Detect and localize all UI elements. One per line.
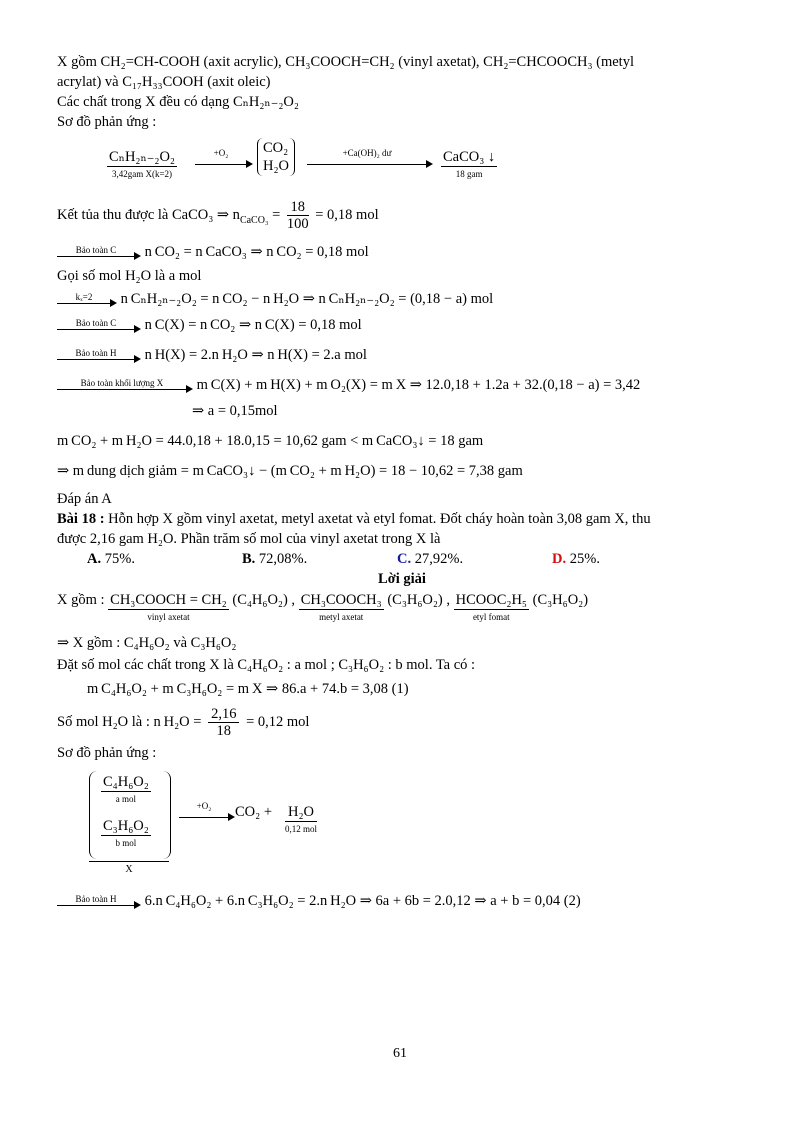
question-18: Bài 18 : Hỗn hợp X gồm vinyl axetat, metyl axetat và etyl fomat. Đốt cháy hoàn toàn 3,08 gam X, thu (57, 510, 651, 527)
document-page (57, 52, 747, 911)
line-hydrogen-conservation-2: Bảo toàn H 6.n C₄H₆O₂ + 6.n C₃H₆O₂ = 2.n H₂O ⇒ 6a + 6b = 2.0,12 ⇒ a + b = 0,04 (2) (57, 891, 747, 911)
line-solution-mass-decrease: ⇒ m dung dịch giảm = m CaCO₃↓ − (m CO₂ + m H₂O) = 18 − 10,62 = 7,38 gam (57, 462, 523, 479)
option-c: C. 27,92%. (397, 550, 464, 567)
line-x-composition: X gồm : CH₃COOCH = CH₂ vinyl axetat (C₄H₆O₂) , CH₃COOCH₃ metyl axetat (C₃H₆O₂) , HCOOC₂H₅ etyl fomat (C₃H₆O₂) (57, 591, 589, 622)
scheme2-c4h6o2: C₄H₆O₂ a mol (103, 773, 149, 804)
line-h2o-moles: Số mol H₂O là : n H₂O = $\frac{2,16}{18}$ = 0,12 mol (57, 706, 310, 740)
equation-1: m C₄H₆O₂ + m C₃H₆O₂ = m X ⇒ 86.a + 74.b = 3,08 (1) (87, 680, 409, 697)
scheme2-c3h6o2: C₃H₆O₂ b mol (103, 817, 149, 848)
reaction-scheme-2 (89, 769, 747, 879)
line-mass-compare: m CO₂ + m H₂O = 44.0,18 + 18.0,15 = 10,62 gam < m CaCO₃↓ = 18 gam (57, 432, 484, 449)
page-number: 61 (393, 1046, 407, 1061)
reaction-scheme-1 (107, 138, 747, 190)
option-d: D. 25%. (552, 550, 600, 567)
line-x-reduced: ⇒ X gồm : C₄H₆O₂ và C₃H₆O₂ (57, 634, 237, 651)
para-scheme-label: Sơ đồ phản ứng : (57, 114, 157, 130)
question-18-cont: được 2,16 gam H₂O. Phần trăm số mol của vinyl axetat trong X là (57, 530, 441, 547)
arrow-bao-toan-c-2: Bảo toàn C (57, 315, 135, 330)
line-scheme-label-2: Sơ đồ phản ứng : (57, 744, 157, 761)
scheme1-reactant: CₙH₂ₙ₋₂O₂ 3,42gam X(k=2) (109, 149, 175, 179)
arrow-bao-toan-h-2: Bảo toàn H (57, 891, 135, 906)
line-set-moles: Đặt số mol các chất trong X là C₄H₆O₂ : a mol ; C₃H₆O₂ : b mol. Ta có : (57, 656, 476, 673)
comp-vinyl-axetat: CH₃COOCH = CH₂ vinyl axetat (110, 591, 227, 622)
arrow-kx2: kₓ=2 (57, 289, 111, 304)
line-a-result: ⇒ a = 0,15mol (192, 402, 278, 419)
comp-etyl-fomat: HCOOC₂H₅ etyl fomat (455, 591, 527, 622)
scheme1-arrow-o2: +O₂ (195, 150, 247, 165)
option-b: B. 72,08%. (242, 550, 308, 567)
arrow-bao-toan-khoi-luong: Bảo toàn khối lượng X (57, 375, 187, 390)
scheme1-arrow-caoh2: +Ca(OH)₂ dư (307, 150, 427, 165)
arrow-bao-toan-h: Bảo toàn H (57, 345, 135, 360)
option-a: A. 75%. (87, 550, 135, 567)
fraction-216-18: $\frac{2,16}{18}$ (208, 706, 239, 739)
scheme2-arrow-o2: +O₂ (179, 803, 229, 818)
para-general-formula: Các chất trong X đều có dạng CₙH₂ₙ₋₂O₂ (57, 94, 299, 110)
solution-title: Lời giải (378, 570, 426, 587)
line-kx2: kₓ=2 n CₙH₂ₙ₋₂O₂ = n CO₂ − n H₂O ⇒ n CₙH₂ₙ₋₂O₂ = (0,18 − a) mol (57, 289, 747, 309)
line-carbon-conservation-2: Bảo toàn C n C(X) = n CO₂ ⇒ n C(X) = 0,18 mol (57, 315, 747, 335)
line-hydrogen-conservation: Bảo toàn H n H(X) = 2.n H₂O ⇒ n H(X) = 2.a mol (57, 345, 747, 365)
line-carbon-conservation-1: Bảo toàn C n CO₂ = n CaCO₃ ⇒ n CO₂ = 0,18 mol (57, 242, 747, 262)
arrow-bao-toan-c: Bảo toàn C (57, 242, 135, 257)
scheme1-precipitate: CaCO₃ ↓ 18 gam (443, 149, 496, 179)
line-precipitate: Kết tủa thu được là CaCO₃ ⇒ $n_{CaCO_3}$ = $\frac{18}{100}$ = 0,18 mol (57, 199, 379, 233)
line-mass-conservation: Bảo toàn khối lượng X m C(X) + m H(X) + m O₂(X) = m X ⇒ 12.0,18 + 1.2a + 32.(0,18 − a) = 3,42 (57, 375, 747, 395)
scheme2-h2o: H₂O 0,12 mol (285, 803, 318, 834)
scheme2-x-label: X (89, 861, 169, 876)
scheme2-co2: CO₂ + (235, 803, 273, 820)
answer-line: Đáp án A (57, 490, 112, 507)
scheme1-products: CO₂ H₂O (257, 138, 295, 176)
line-let-h2o: Gọi số mol H₂O là a mol (57, 267, 202, 284)
comp-metyl-axetat: CH₃COOCH₃ metyl axetat (300, 591, 382, 622)
answer-options (57, 549, 747, 569)
para-x-components: X gồm CH₂=CH-COOH (axit acrylic), CH₃COOCH=CH₂ (vinyl axetat), CH₂=CHCOOCH₃ (metyl (57, 54, 634, 70)
fraction-18-100: $\frac{18}{100}$ (286, 199, 309, 233)
para-x-components-cont: acrylat) và C₁₇H₃₃COOH (axit oleic) (57, 74, 271, 90)
